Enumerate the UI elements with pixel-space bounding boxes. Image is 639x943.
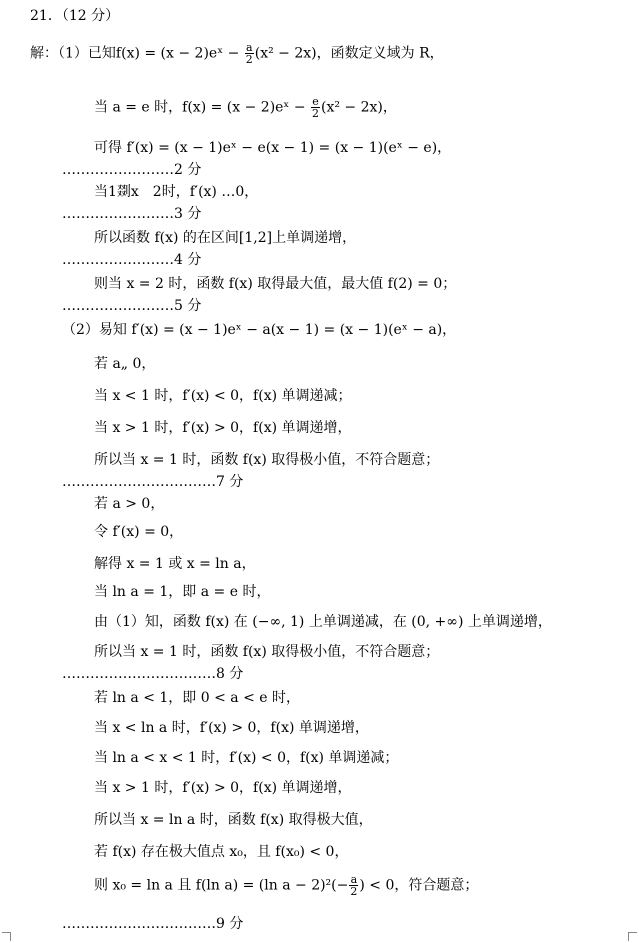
score-marker-8: ……………………………8 分	[62, 666, 244, 682]
fraction-a-over-2-final: $\frac{a}{2}$	[350, 873, 358, 898]
corner-mark-bottom-right	[628, 932, 637, 941]
solution-line-18: 当 x < ln a 时，f′(x) > 0，f(x) 单调递增，	[94, 720, 369, 736]
score-marker-2: ……………………2 分	[62, 162, 202, 178]
solution-line-5: 所以函数 f(x) 的在区间[1,2]上单调递增，	[94, 230, 357, 246]
problem-number: 21．（12 分）	[30, 8, 120, 24]
score-marker-4: ……………………4 分	[62, 252, 202, 268]
score-marker-9: ……………………………9 分	[62, 916, 244, 932]
solution-line-6: 则当 x = 2 时，函数 f(x) 取得最大值，最大值 f(2) = 0；	[94, 276, 457, 292]
fraction-e-over-2: $\frac{e}{2}$	[312, 95, 320, 120]
formula-tail: (x² − 2x)，函数定义域为 R，	[254, 45, 444, 62]
solution-line-11: 若 a > 0，	[94, 496, 165, 512]
solution-intro: 解：（1）已知	[30, 45, 116, 62]
score-marker-7: ……………………………7 分	[62, 474, 244, 490]
solution-line-20: 当 x > 1 时，f′(x) > 0，f(x) 单调递增，	[94, 780, 352, 796]
solution-line-2	[94, 96, 397, 126]
solution-line-14: 当 ln a = 1，即 a = e 时，	[94, 584, 271, 600]
solution-line-9: 当 x > 1 时，f′(x) > 0，f(x) 单调递增，	[94, 420, 352, 436]
solution-line-15: 由（1）知，函数 f(x) 在 (−∞, 1) 上单调递减，在 (0, +∞) 上单调递增，	[94, 614, 552, 630]
solution-line-16: 所以当 x = 1 时，函数 f(x) 取得极小值，不符合题意；	[94, 644, 440, 660]
solution-line-22: 若 f(x) 存在极大值点 x₀，且 f(x₀) < 0，	[94, 844, 349, 860]
formula-fx: f(x) = (x − 2)eˣ −	[115, 45, 244, 62]
solution-line-8: 当 x < 1 时，f′(x) < 0，f(x) 单调递减；	[94, 388, 352, 404]
solution-line-13: 解得 x = 1 或 x = ln a，	[94, 556, 256, 572]
solution-line-21: 所以当 x = ln a 时，函数 f(x) 取得极大值，	[94, 812, 373, 828]
solution-line-1	[30, 42, 444, 72]
problem-header	[30, 6, 119, 28]
score-marker-5: ……………………5 分	[62, 298, 202, 314]
solution-line-4: 当1剟x 2时，f′(x) …0，	[94, 184, 259, 200]
formula-case-a-e: 当 a = e 时，f(x) = (x − 2)eˣ −	[94, 99, 311, 116]
solution-line-17: 若 ln a < 1，即 0 < a < e 时，	[94, 690, 300, 706]
solution-line-23: 则 x₀ = ln a 且 f(ln a) = (ln a − 2)²(− $\frac{a}{2}$ ) < 0，符合题意；	[94, 873, 479, 898]
corner-mark-bottom-left	[2, 932, 11, 941]
fraction-a-over-2: $\frac{a}{2}$	[245, 41, 253, 66]
solution-line-10: 所以当 x = 1 时，函数 f(x) 取得极小值，不符合题意；	[94, 452, 440, 468]
solution-line-7: 若 a„ 0，	[94, 356, 156, 372]
solution-line-19: 当 ln a < x < 1 时，f′(x) < 0，f(x) 单调递减；	[94, 750, 399, 766]
score-marker-3: ……………………3 分	[62, 206, 202, 222]
solution-part-2: （2）易知 f′(x) = (x − 1)eˣ − a(x − 1) = (x − 1)(eˣ − a)，	[62, 322, 457, 338]
solution-line-3: 可得 f′(x) = (x − 1)eˣ − e(x − 1) = (x − 1)(eˣ − e)，	[94, 140, 452, 156]
solution-line-12: 令 f′(x) = 0，	[94, 524, 184, 540]
formula-tail: (x² − 2x)，	[321, 99, 397, 116]
